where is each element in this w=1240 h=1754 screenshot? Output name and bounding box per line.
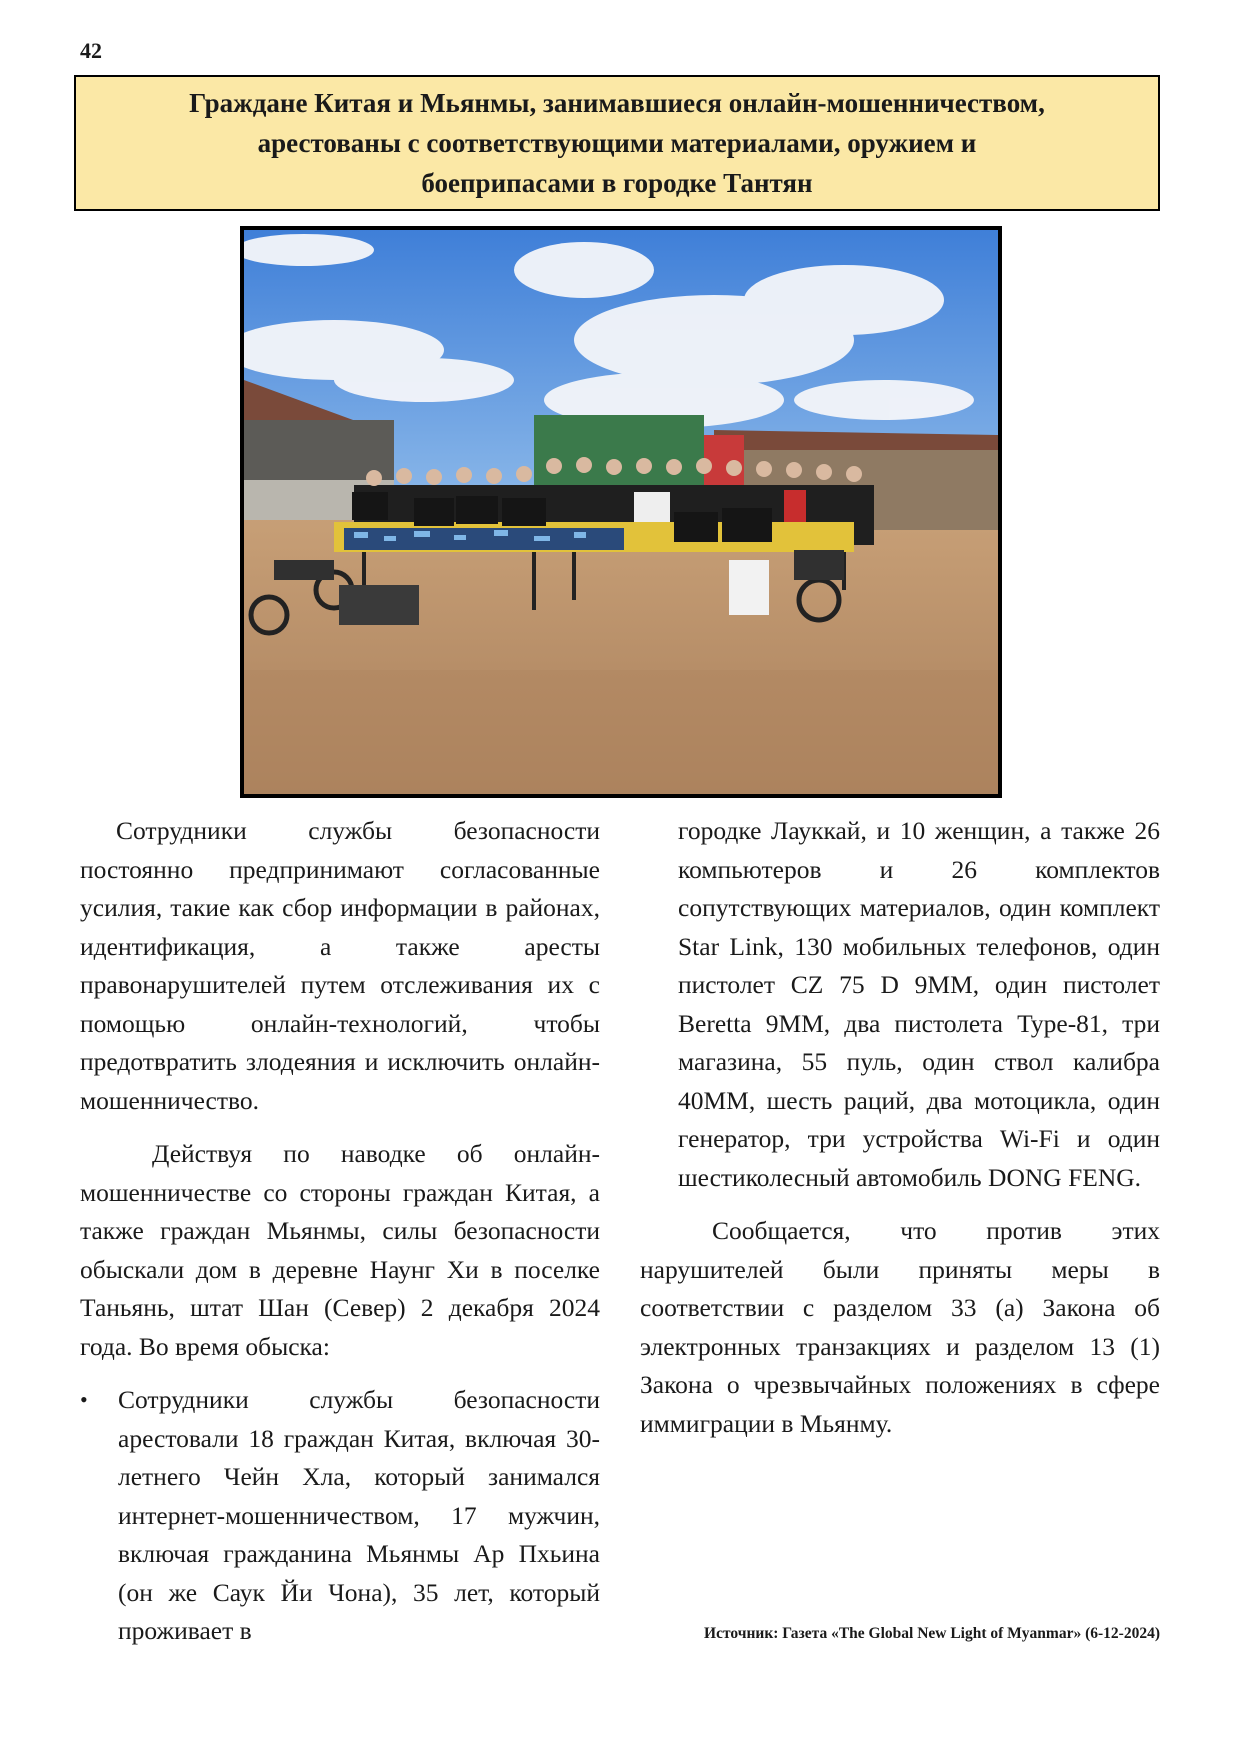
article-column-left	[80, 812, 600, 1651]
arrest-list-item	[80, 1381, 600, 1651]
article-title-line-3: боеприпасами в городке Тантян	[421, 168, 813, 198]
article-title-line-2: арестованы с соответствующими материалами, оружием и	[257, 128, 977, 158]
arrest-list-text-part-2: городке Лауккай, и 10 женщин, а также 26 компьютеров и 26 комплектов сопутствующих материалов, один комплект Star Link, 130 мобильных телефонов, один пистолет CZ 75 D 9MM, один пистолет Beretta 9MM, два пистолета Type-81, три магазина, 55 пуль, один ствол калибра 40MM, шесть раций, два мотоцикла, один генератор, три устройства Wi-Fi и один шестиколесный автомобиль DONG FENG.	[678, 816, 1160, 1192]
article-paragraph-1: Сотрудники службы безопасности постоянно предпринимают согласованные усилия, такие как сбор информации в районах, идентификация, а также аресты правонарушителей путем отслеживания их с помощью онлайн-технологий, чтобы предотвратить злодеяния и исключить онлайн-мошенничество.	[80, 816, 600, 1115]
page-number: 42	[80, 38, 102, 63]
source-citation: Источник: Газета «The Global New Light of Myanmar» (6-12-2024)	[704, 1625, 1160, 1642]
article-photo	[240, 226, 1002, 798]
bullet-marker: •	[80, 1387, 88, 1412]
photo-illustration	[244, 230, 998, 794]
article-title-box	[74, 75, 1160, 211]
article-column-right	[640, 812, 1160, 1443]
article-title-line-1: Граждане Китая и Мьянмы, занимавшиеся онлайн-мошенничеством,	[189, 88, 1045, 118]
article-paragraph-3: Сообщается, что против этих нарушителей были приняты меры в соответствии с разделом 33 (а) Закона об электронных транзакциях и разделом 13 (1) Закона о чрезвычайных положениях в сфере иммиграции в Мьянму.	[640, 1216, 1160, 1438]
article-paragraph-2: Действуя по наводке об онлайн-мошенничестве со стороны граждан Китая, а также граждан Мьянмы, силы безопасности обыскали дом в деревне Наунг Хи в поселке Таньянь, штат Шан (Север) 2 декабря 2024 года. Во время обыска:	[80, 1139, 600, 1361]
arrest-list-text-part-1: Сотрудники службы безопасности арестовали 18 граждан Китая, включая 30-летнего Чейн Хла, который занимался интернет-мошенничеством, 17 мужчин, включая гражданина Мьянмы Ар Пхьина (он же Саук Йи Чона), 35 лет, который проживает в	[118, 1385, 600, 1645]
